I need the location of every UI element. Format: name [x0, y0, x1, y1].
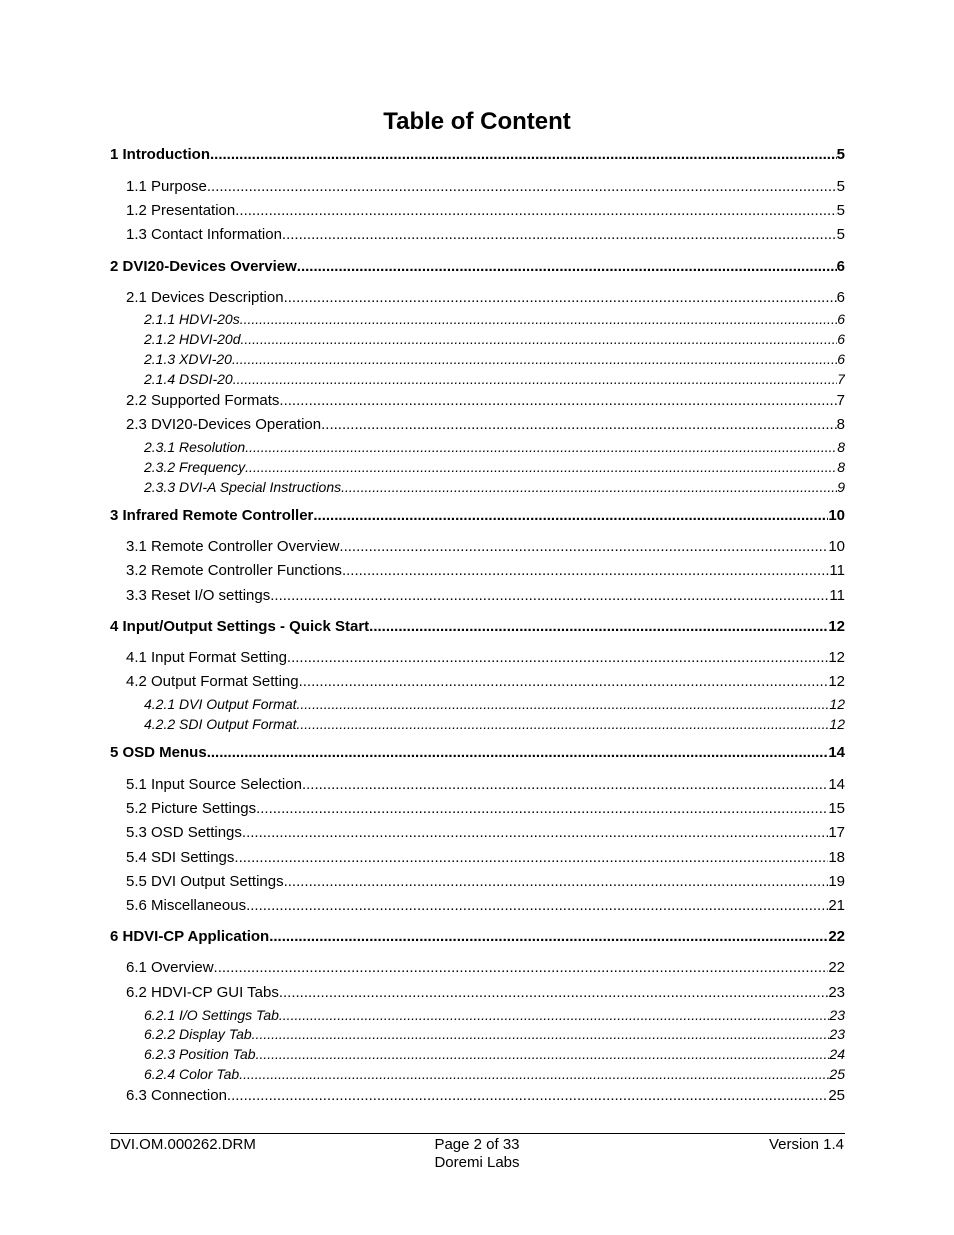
toc-leader-dots — [207, 744, 829, 762]
toc-entry-label: 4.2.1 DVI Output Format — [144, 696, 297, 712]
toc-entry-page-number: 10 — [828, 538, 845, 555]
toc-entry-page-number: 22 — [828, 928, 845, 945]
toc-leader-dots — [241, 331, 838, 347]
toc-entry-level3[interactable] — [144, 371, 845, 387]
toc-leader-dots — [284, 873, 829, 891]
toc-leader-dots — [279, 392, 836, 410]
toc-entry-page-number: 18 — [828, 849, 845, 866]
toc-entry-label: 2.1.3 XDVI-20 — [144, 351, 232, 367]
toc-entry-level1[interactable] — [110, 507, 845, 525]
toc-entry-page-number: 15 — [828, 800, 845, 817]
toc-entry-page-number: 12 — [829, 716, 845, 732]
toc-entry-level2[interactable] — [126, 587, 845, 605]
toc-entry-level2[interactable] — [126, 289, 845, 307]
toc-entry-page-number: 14 — [828, 744, 845, 761]
toc-entry-level1[interactable] — [110, 744, 845, 762]
toc-entry-label: 2.2 Supported Formats — [126, 392, 280, 409]
toc-entry-level2[interactable] — [126, 800, 845, 818]
toc-leader-dots — [321, 416, 837, 434]
toc-entry-level2[interactable] — [126, 984, 845, 1002]
toc-entry-page-number: 6 — [837, 331, 845, 347]
toc-entry-page-number: 25 — [828, 1087, 845, 1104]
toc-entry-level2[interactable] — [126, 392, 845, 410]
toc-entry-level1[interactable] — [110, 618, 845, 636]
toc-leader-dots — [284, 289, 837, 307]
toc-leader-dots — [245, 459, 837, 475]
toc-leader-dots — [287, 649, 828, 667]
toc-entry-page-number: 8 — [837, 439, 845, 455]
toc-entry-level3[interactable] — [144, 311, 845, 327]
toc-leader-dots — [369, 618, 828, 636]
toc-leader-dots — [232, 351, 837, 367]
toc-entry-page-number: 12 — [828, 649, 845, 666]
toc-entry-page-number: 6 — [836, 258, 845, 275]
toc-entry-label: 3.2 Remote Controller Functions — [126, 562, 342, 579]
toc-entry-label: 6 HDVI-CP Application — [110, 928, 270, 945]
toc-leader-dots — [297, 696, 830, 712]
toc-leader-dots — [339, 538, 828, 556]
toc-entry-label: 4.1 Input Format Setting — [126, 649, 287, 666]
toc-entry-label: 6.2.2 Display Tab — [144, 1026, 252, 1042]
toc-entry-label: 5.5 DVI Output Settings — [126, 873, 284, 890]
toc-entry-page-number: 7 — [837, 371, 845, 387]
toc-entry-page-number: 6 — [836, 289, 845, 306]
toc-entry-label: 1.2 Presentation — [126, 202, 236, 219]
toc-entry-label: 5 OSD Menus — [110, 744, 207, 761]
toc-entry-page-number: 24 — [829, 1046, 845, 1062]
toc-entry-level3[interactable] — [144, 439, 845, 455]
footer-document-id: DVI.OM.000262.DRM — [110, 1136, 256, 1153]
toc-leader-dots — [256, 1046, 830, 1062]
toc-leader-dots — [297, 716, 830, 732]
toc-entry-level2[interactable] — [126, 873, 845, 891]
toc-entry-level2[interactable] — [126, 562, 845, 580]
toc-leader-dots — [234, 849, 828, 867]
toc-entry-label: 6.2.1 I/O Settings Tab — [144, 1007, 279, 1023]
toc-entry-page-number: 21 — [828, 897, 845, 914]
toc-leader-dots — [207, 178, 837, 196]
toc-entry-page-number: 5 — [836, 178, 845, 195]
toc-entry-level2[interactable] — [126, 673, 845, 691]
toc-entry-level3[interactable] — [144, 351, 845, 367]
page-title: Table of Content — [383, 108, 571, 135]
toc-leader-dots — [233, 371, 837, 387]
toc-entry-label: 6.2 HDVI-CP GUI Tabs — [126, 984, 279, 1001]
toc-entry-label: 2.3.2 Frequency — [144, 459, 246, 475]
toc-entry-label: 2.3.1 Resolution — [144, 439, 246, 455]
toc-leader-dots — [279, 1007, 830, 1023]
toc-entry-page-number: 23 — [829, 1007, 845, 1023]
toc-entry-page-number: 11 — [829, 587, 845, 604]
toc-leader-dots — [242, 824, 828, 842]
toc-entry-page-number: 6 — [837, 311, 845, 327]
toc-entry-level3[interactable] — [144, 459, 845, 475]
toc-leader-dots — [240, 311, 837, 327]
toc-entry-level2[interactable] — [126, 849, 845, 867]
toc-entry-page-number: 7 — [836, 392, 845, 409]
toc-entry-label: 5.2 Picture Settings — [126, 800, 257, 817]
toc-leader-dots — [279, 984, 828, 1002]
toc-entry-level3[interactable] — [144, 696, 845, 712]
toc-entry-level2[interactable] — [126, 776, 845, 794]
toc-entry-page-number: 5 — [836, 146, 845, 163]
toc-entry-page-number: 25 — [829, 1066, 845, 1082]
toc-entry-label: 2.1.1 HDVI-20s — [144, 311, 240, 327]
toc-entry-page-number: 5 — [836, 202, 845, 219]
toc-entry-label: 1.1 Purpose — [126, 178, 207, 195]
toc-entry-level3[interactable] — [144, 716, 845, 732]
toc-entry-level2[interactable] — [126, 226, 845, 244]
toc-entry-level3[interactable] — [144, 479, 845, 495]
toc-entry-level3[interactable] — [144, 1026, 845, 1042]
toc-entry-label: 2.1.2 HDVI-20d — [144, 331, 241, 347]
toc-entry-label: 2.3.3 DVI-A Special Instructions — [144, 479, 342, 495]
toc-entry-page-number: 5 — [836, 226, 845, 243]
toc-entry-label: 4 Input/Output Settings - Quick Start — [110, 618, 370, 635]
toc-entry-level1[interactable] — [110, 258, 845, 276]
toc-entry-label: 6.1 Overview — [126, 959, 214, 976]
toc-leader-dots — [302, 776, 828, 794]
toc-entry-level2[interactable] — [126, 178, 845, 196]
toc-leader-dots — [227, 1087, 828, 1105]
toc-leader-dots — [256, 800, 828, 818]
footer-page-number: Page 2 of 33 — [434, 1136, 520, 1153]
toc-entry-page-number: 6 — [837, 351, 845, 367]
toc-entry-label: 5.6 Miscellaneous — [126, 897, 247, 914]
toc-entry-label: 2.1.4 DSDI-20 — [144, 371, 233, 387]
toc-entry-level3[interactable] — [144, 331, 845, 347]
toc-entry-page-number: 12 — [829, 696, 845, 712]
toc-leader-dots — [297, 258, 837, 276]
toc-entry-label: 4.2.2 SDI Output Format — [144, 716, 297, 732]
toc-entry-page-number: 8 — [837, 459, 845, 475]
toc-entry-level2[interactable] — [126, 416, 845, 434]
toc-entry-level1[interactable] — [110, 146, 845, 164]
toc-entry-label: 6.2.4 Color Tab — [144, 1066, 240, 1082]
toc-leader-dots — [235, 202, 836, 220]
toc-leader-dots — [270, 587, 829, 605]
toc-entry-page-number: 8 — [836, 416, 845, 433]
toc-entry-level3[interactable] — [144, 1046, 845, 1062]
toc-entry-page-number: 23 — [829, 1026, 845, 1042]
toc-entry-page-number: 17 — [828, 824, 845, 841]
toc-entry-level3[interactable] — [144, 1066, 845, 1082]
toc-entry-page-number: 11 — [829, 562, 845, 579]
toc-entry-label: 1.3 Contact Information — [126, 226, 282, 243]
toc-leader-dots — [252, 1026, 830, 1042]
toc-leader-dots — [299, 673, 829, 691]
footer-company: Doremi Labs — [434, 1154, 520, 1171]
toc-entry-label: 2.1 Devices Description — [126, 289, 284, 306]
toc-entry-label: 2 DVI20-Devices Overview — [110, 258, 297, 275]
toc-leader-dots — [246, 897, 828, 915]
toc-entry-label: 6.2.3 Position Tab — [144, 1046, 256, 1062]
toc-entry-page-number: 9 — [837, 479, 845, 495]
toc-entry-page-number: 14 — [828, 776, 845, 793]
toc-entry-label: 5.3 OSD Settings — [126, 824, 242, 841]
toc-entry-page-number: 23 — [828, 984, 845, 1001]
toc-entry-page-number: 22 — [828, 959, 845, 976]
toc-entry-page-number: 12 — [828, 618, 845, 635]
toc-leader-dots — [210, 146, 837, 164]
toc-entry-label: 1 Introduction — [110, 146, 210, 163]
toc-leader-dots — [313, 507, 828, 525]
footer-version: Version 1.4 — [768, 1136, 844, 1153]
toc-entry-label: 4.2 Output Format Setting — [126, 673, 299, 690]
toc-leader-dots — [239, 1066, 829, 1082]
toc-entry-level3[interactable] — [144, 1007, 845, 1023]
toc-leader-dots — [245, 439, 837, 455]
toc-leader-dots — [214, 959, 829, 977]
toc-entry-level2[interactable] — [126, 202, 845, 220]
toc-leader-dots — [282, 226, 837, 244]
footer-divider — [110, 1133, 845, 1134]
toc-entry-label: 2.3 DVI20-Devices Operation — [126, 416, 322, 433]
toc-entry-level2[interactable] — [126, 959, 845, 977]
toc-entry-page-number: 19 — [828, 873, 845, 890]
toc-entry-label: 3 Infrared Remote Controller — [110, 507, 314, 524]
toc-entry-page-number: 12 — [828, 673, 845, 690]
toc-entry-label: 3.3 Reset I/O settings — [126, 587, 271, 604]
toc-entry-level2[interactable] — [126, 824, 845, 842]
toc-entry-level2[interactable] — [126, 538, 845, 556]
toc-leader-dots — [342, 562, 829, 580]
toc-entry-level2[interactable] — [126, 649, 845, 667]
toc-entry-level1[interactable] — [110, 928, 845, 946]
toc-entry-label: 5.4 SDI Settings — [126, 849, 235, 866]
toc-entry-level2[interactable] — [126, 1087, 845, 1105]
toc-entry-label: 3.1 Remote Controller Overview — [126, 538, 340, 555]
toc-entry-label: 5.1 Input Source Selection — [126, 776, 302, 793]
toc-leader-dots — [341, 479, 837, 495]
toc-entry-label: 6.3 Connection — [126, 1087, 227, 1104]
toc-entry-page-number: 10 — [828, 507, 845, 524]
toc-leader-dots — [269, 928, 828, 946]
toc-entry-level2[interactable] — [126, 897, 845, 915]
